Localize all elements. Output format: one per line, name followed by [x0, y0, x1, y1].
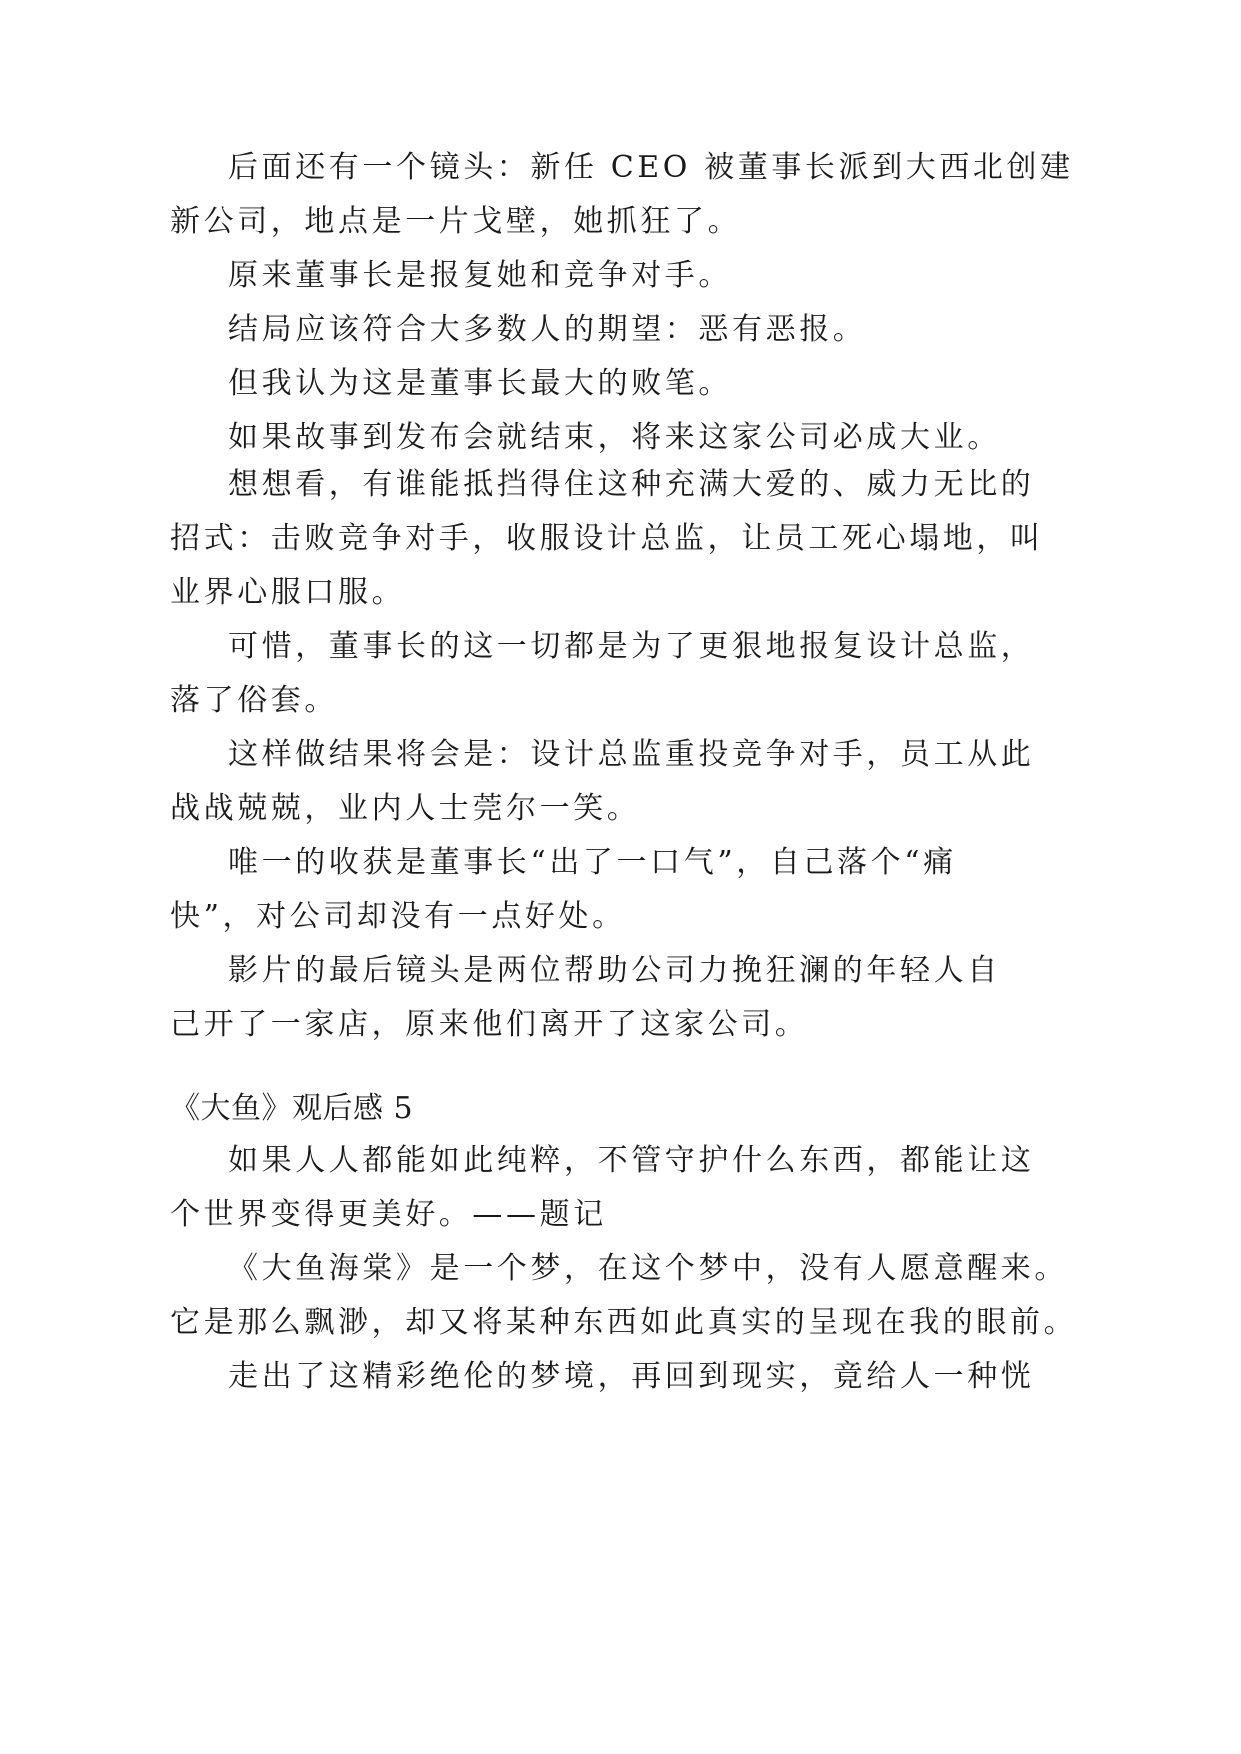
- paragraph-line: 影片的最后镜头是两位帮助公司力挽狂澜的年轻人自: [228, 953, 1001, 988]
- paragraph-line: 后面还有一个镜头：新任 CEO 被董事长派到大西北创建: [228, 150, 1074, 185]
- paragraph-line: 新公司，地点是一片戈壁，她抓狂了。: [170, 204, 742, 239]
- section-heading: 《大鱼》观后感 5: [170, 1091, 414, 1126]
- paragraph-line: 走出了这精彩绝伦的梦境，再回到现实，竟给人一种恍: [228, 1359, 1035, 1394]
- paragraph-line: 战战兢兢，业内人士莞尔一笑。: [170, 791, 641, 826]
- paragraph-line: 己开了一家店，原来他们离开了这家公司。: [170, 1007, 809, 1042]
- paragraph-line: 个世界变得更美好。——题记: [170, 1197, 607, 1232]
- paragraph-line: 如果人人都能如此纯粹，不管守护什么东西，都能让这: [228, 1143, 1035, 1178]
- paragraph-line: 业界心服口服。: [170, 575, 406, 610]
- paragraph-line: 想想看，有谁能抵挡得住这种充满大爱的、威力无比的: [228, 467, 1035, 502]
- paragraph-line: 结局应该符合大多数人的期望：恶有恶报。: [228, 312, 867, 347]
- paragraph-line: 唯一的收获是董事长“出了一口气”，自己落个“痛: [228, 845, 957, 880]
- paragraph-line: 但我认为这是董事长最大的败笔。: [228, 366, 732, 401]
- paragraph-line: 可惜，董事长的这一切都是为了更狠地报复设计总监，: [228, 629, 1035, 664]
- paragraph-line: 招式：击败竞争对手，收服设计总监，让员工死心塌地，叫: [170, 521, 1044, 556]
- paragraph-line: 《大鱼海棠》是一个梦，在这个梦中，没有人愿意醒来。: [228, 1251, 1068, 1286]
- paragraph-line: 它是那么飘渺，却又将某种东西如此真实的呈现在我的眼前。: [170, 1305, 1078, 1340]
- paragraph-line: 落了俗套。: [170, 683, 338, 718]
- paragraph-line: 原来董事长是报复她和竞争对手。: [228, 258, 732, 293]
- paragraph-line: 如果故事到发布会就结束，将来这家公司必成大业。: [228, 420, 1001, 455]
- paragraph-line: 快”，对公司却没有一点好处。: [170, 899, 626, 934]
- paragraph-line: 这样做结果将会是：设计总监重投竞争对手，员工从此: [228, 737, 1035, 772]
